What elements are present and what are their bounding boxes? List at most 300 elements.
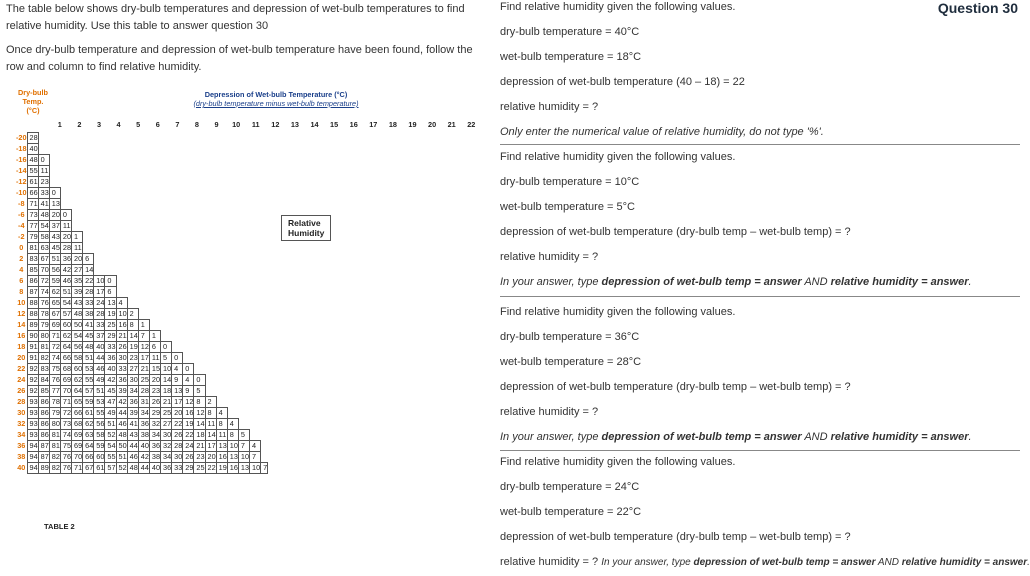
humidity-cell: 64 [83,441,94,452]
humidity-cell: 71 [72,463,83,474]
empty-cell [149,199,160,210]
empty-cell [149,309,160,320]
empty-cell [161,199,172,210]
empty-cell [94,232,105,243]
column-number: 21 [447,120,456,129]
empty-cell [183,144,194,155]
empty-cell [49,155,60,166]
empty-cell [161,232,172,243]
humidity-cell: 16 [116,320,127,331]
table-row [16,177,268,188]
humidity-cell: 74 [38,287,49,298]
empty-cell [227,243,238,254]
table-row [16,331,268,342]
humidity-cell: 8 [216,419,227,430]
humidity-cell: 33 [94,320,105,331]
humidity-cell: 36 [138,419,149,430]
empty-cell [238,232,249,243]
humidity-cell: 81 [27,243,38,254]
humidity-cell: 86 [38,419,49,430]
empty-cell [149,298,160,309]
empty-cell [138,210,149,221]
humidity-cell: 24 [183,441,194,452]
empty-cell [216,364,227,375]
empty-cell [216,386,227,397]
empty-cell [261,254,268,265]
humidity-cell: 28 [172,441,183,452]
humidity-cell: 26 [149,397,160,408]
column-number: 2 [77,120,82,129]
humidity-cell: 24 [94,298,105,309]
humidity-cell: 30 [116,353,127,364]
humidity-cell: 11 [216,430,227,441]
row-temperature: 40 [17,463,26,472]
humidity-cell: 31 [138,397,149,408]
humidity-cell: 17 [138,353,149,364]
humidity-cell: 81 [49,430,60,441]
row-temperature: 0 [19,243,24,252]
q4-heading: Find relative humidity given the following values. [500,456,736,468]
humidity-cell: 44 [138,463,149,474]
humidity-cell: 62 [60,331,71,342]
humidity-cell: 10 [116,309,127,320]
empty-cell [138,287,149,298]
humidity-cell: 53 [83,364,94,375]
column-number: 7 [175,120,180,129]
empty-cell [83,199,94,210]
empty-cell [261,364,268,375]
column-number: 6 [155,120,160,129]
humidity-cell: 40 [105,364,116,375]
humidity-cell: 79 [38,320,49,331]
empty-cell [72,199,83,210]
humidity-cell: 4 [183,375,194,386]
empty-cell [60,166,71,177]
q3-dry-bulb: dry-bulb temperature = 36°C [500,331,640,343]
empty-cell [127,210,138,221]
humidity-cell: 33 [105,342,116,353]
humidity-cell: 4 [116,298,127,309]
empty-cell [261,243,268,254]
empty-cell [172,243,183,254]
humidity-cell: 0 [105,276,116,287]
humidity-cell: 82 [49,463,60,474]
humidity-cell: 93 [27,408,38,419]
empty-cell [161,320,172,331]
empty-cell [216,342,227,353]
empty-cell [216,199,227,210]
empty-cell [194,232,205,243]
q4-depression: depression of wet-bulb temperature (dry-bulb temp – wet-bulb temp) = ? [500,531,851,543]
empty-cell [149,276,160,287]
humidity-cell: 51 [105,419,116,430]
column-number: 11 [251,120,260,129]
empty-cell [105,166,116,177]
empty-cell [172,144,183,155]
row-temperature: 34 [17,430,26,439]
humidity-cell: 16 [183,408,194,419]
empty-cell [94,155,105,166]
row-temperature: -18 [16,144,27,153]
row-temperature: 12 [17,309,26,318]
empty-cell [38,133,49,144]
empty-cell [250,199,261,210]
empty-cell [138,232,149,243]
humidity-cell: 27 [161,419,172,430]
empty-cell [205,210,216,221]
column-number: 16 [349,120,358,129]
empty-cell [238,166,249,177]
empty-cell [60,133,71,144]
empty-cell [238,298,249,309]
empty-cell [149,254,160,265]
empty-cell [238,133,249,144]
empty-cell [227,133,238,144]
humidity-cell: 66 [83,452,94,463]
empty-cell [227,166,238,177]
empty-cell [250,287,261,298]
empty-cell [105,199,116,210]
humidity-cell: 66 [72,408,83,419]
humidity-cell: 71 [60,397,71,408]
empty-cell [105,254,116,265]
humidity-cell: 38 [138,430,149,441]
humidity-cell: 40 [27,144,38,155]
empty-cell [205,386,216,397]
humidity-cell: 26 [183,452,194,463]
empty-cell [261,452,268,463]
empty-cell [60,177,71,188]
empty-cell [216,331,227,342]
q1-depression: depression of wet-bulb temperature (40 – 18) = 22 [500,76,745,88]
empty-cell [172,155,183,166]
humidity-cell: 2 [205,397,216,408]
humidity-cell: 6 [105,287,116,298]
empty-cell [261,342,268,353]
empty-cell [227,408,238,419]
empty-cell [250,364,261,375]
empty-cell [138,243,149,254]
empty-cell [105,155,116,166]
humidity-cell: 89 [27,320,38,331]
empty-cell [216,320,227,331]
humidity-cell: 48 [127,463,138,474]
empty-cell [149,155,160,166]
empty-cell [94,199,105,210]
humidity-cell: 76 [49,375,60,386]
q3-note [500,431,972,443]
humidity-cell: 68 [72,419,83,430]
empty-cell [172,287,183,298]
empty-cell [261,353,268,364]
humidity-cell: 10 [161,364,172,375]
row-temperature: -14 [16,166,27,175]
empty-cell [250,144,261,155]
humidity-cell: 57 [105,463,116,474]
humidity-cell: 4 [250,441,261,452]
humidity-cell: 13 [172,386,183,397]
empty-cell [250,331,261,342]
empty-cell [149,232,160,243]
empty-cell [83,210,94,221]
column-number: 8 [194,120,199,129]
table-row [16,342,268,353]
humidity-cell: 10 [227,441,238,452]
humidity-cell: 78 [49,397,60,408]
humidity-cell: 88 [27,309,38,320]
empty-cell [49,133,60,144]
humidity-cell: 34 [161,452,172,463]
humidity-cell: 70 [38,265,49,276]
humidity-cell: 23 [38,177,49,188]
empty-cell [60,188,71,199]
empty-cell [149,243,160,254]
empty-cell [149,133,160,144]
humidity-cell: 66 [60,353,71,364]
empty-cell [127,298,138,309]
empty-cell [250,210,261,221]
humidity-cell: 11 [60,221,71,232]
humidity-cell: 79 [27,232,38,243]
empty-cell [261,166,268,177]
humidity-cell: 21 [161,397,172,408]
row-temperature: -6 [18,210,25,219]
empty-cell [172,320,183,331]
empty-cell [238,375,249,386]
q1-relative-humidity: relative humidity = ? [500,101,599,113]
empty-cell [216,144,227,155]
empty-cell [161,331,172,342]
humidity-cell: 20 [49,210,60,221]
humidity-cell: 51 [49,254,60,265]
humidity-cell: 36 [60,254,71,265]
empty-cell [227,276,238,287]
empty-cell [161,254,172,265]
empty-cell [194,309,205,320]
q2-note-c: AND [801,276,831,288]
humidity-cell: 14 [205,430,216,441]
empty-cell [238,364,249,375]
empty-cell [227,177,238,188]
empty-cell [149,287,160,298]
humidity-cell: 39 [72,287,83,298]
table-row [16,210,268,221]
humidity-cell: 11 [38,166,49,177]
empty-cell [127,287,138,298]
table-row [16,397,268,408]
row-temperature: -8 [18,199,25,208]
humidity-cell: 79 [49,408,60,419]
empty-cell [194,199,205,210]
empty-cell [227,309,238,320]
empty-cell [194,254,205,265]
humidity-cell: 67 [83,463,94,474]
humidity-cell: 73 [60,419,71,430]
humidity-cell: 81 [38,342,49,353]
empty-cell [105,221,116,232]
humidity-cell: 42 [138,452,149,463]
empty-cell [72,133,83,144]
empty-cell [49,166,60,177]
q2-note-d: relative humidity = answer [830,276,969,288]
empty-cell [216,397,227,408]
table-row [16,408,268,419]
empty-cell [116,232,127,243]
empty-cell [250,254,261,265]
humidity-cell: 22 [83,276,94,287]
humidity-cell: 8 [205,408,216,419]
row-temperature: 4 [19,265,24,274]
humidity-cell: 43 [127,430,138,441]
depression-header [156,90,396,108]
empty-cell [250,320,261,331]
empty-cell [83,155,94,166]
humidity-cell: 4 [227,419,238,430]
humidity-cell: 4 [172,364,183,375]
empty-cell [49,144,60,155]
empty-cell [161,298,172,309]
humidity-cell: 0 [194,375,205,386]
humidity-cell: 20 [205,452,216,463]
row-temperature: 38 [17,452,26,461]
humidity-cell: 48 [116,430,127,441]
empty-cell [238,331,249,342]
humidity-cell: 88 [27,298,38,309]
empty-cell [172,342,183,353]
humidity-cell: 33 [83,298,94,309]
humidity-cell: 69 [72,441,83,452]
empty-cell [205,166,216,177]
q3-relative-humidity: relative humidity = ? [500,406,599,418]
column-number: 19 [408,120,417,129]
humidity-cell: 33 [172,463,183,474]
empty-cell [216,265,227,276]
humidity-cell: 29 [183,463,194,474]
humidity-cell: 28 [138,386,149,397]
empty-cell [105,133,116,144]
empty-cell [194,210,205,221]
empty-cell [250,155,261,166]
humidity-cell: 92 [27,386,38,397]
empty-cell [172,232,183,243]
dry-bulb-temp-header [16,88,50,115]
humidity-cell: 46 [116,419,127,430]
q4-note [601,557,1030,568]
humidity-cell: 13 [227,452,238,463]
empty-cell [261,408,268,419]
column-number: 13 [290,120,299,129]
humidity-cell: 41 [38,199,49,210]
humidity-cell: 34 [149,430,160,441]
empty-cell [83,133,94,144]
humidity-cell: 41 [127,419,138,430]
empty-cell [116,221,127,232]
humidity-cell: 69 [49,320,60,331]
humidity-cell: 94 [27,452,38,463]
humidity-cell: 7 [261,463,268,474]
humidity-cell: 64 [60,342,71,353]
empty-cell [261,133,268,144]
empty-cell [161,155,172,166]
empty-cell [116,133,127,144]
humidity-cell: 26 [172,430,183,441]
q4-note-a: In your answer, type [601,557,694,568]
column-number: 17 [369,120,378,129]
humidity-cell: 0 [49,188,60,199]
humidity-cell: 65 [72,397,83,408]
empty-cell [238,320,249,331]
empty-cell [138,177,149,188]
table-row [16,452,268,463]
empty-cell [261,320,268,331]
humidity-cell: 18 [194,430,205,441]
humidity-cell: 55 [27,166,38,177]
humidity-cell: 17 [94,287,105,298]
empty-cell [238,309,249,320]
empty-cell [227,342,238,353]
empty-cell [216,177,227,188]
empty-cell [72,177,83,188]
empty-cell [205,342,216,353]
empty-cell [72,221,83,232]
row-temperature: -10 [16,188,27,197]
empty-cell [172,210,183,221]
empty-cell [250,353,261,364]
empty-cell [205,353,216,364]
empty-cell [261,199,268,210]
humidity-cell: 25 [138,375,149,386]
humidity-cell: 51 [83,353,94,364]
row-temperature: 8 [19,287,24,296]
humidity-cell: 86 [38,430,49,441]
empty-cell [250,309,261,320]
humidity-cell: 57 [83,386,94,397]
empty-cell [238,419,249,430]
humidity-cell: 13 [216,441,227,452]
empty-cell [227,364,238,375]
empty-cell [94,265,105,276]
q4-rh-text: relative humidity = ? [500,556,599,568]
humidity-cell: 58 [38,232,49,243]
humidity-cell: 63 [83,430,94,441]
empty-cell [161,144,172,155]
empty-cell [216,188,227,199]
humidity-cell: 20 [72,254,83,265]
humidity-cell: 19 [105,309,116,320]
humidity-cell: 58 [94,430,105,441]
humidity-cell: 83 [27,254,38,265]
empty-cell [216,243,227,254]
empty-cell [161,276,172,287]
empty-cell [194,243,205,254]
empty-cell [72,210,83,221]
q3-wet-bulb: wet-bulb temperature = 28°C [500,356,642,368]
empty-cell [161,188,172,199]
empty-cell [238,287,249,298]
row-temperature: 2 [19,254,24,263]
empty-cell [105,210,116,221]
empty-cell [216,210,227,221]
empty-cell [238,177,249,188]
empty-cell [194,342,205,353]
empty-cell [105,177,116,188]
empty-cell [250,375,261,386]
humidity-cell: 55 [105,452,116,463]
humidity-cell: 19 [127,342,138,353]
row-temperature: 30 [17,408,26,417]
table-row [16,430,268,441]
empty-cell [194,298,205,309]
